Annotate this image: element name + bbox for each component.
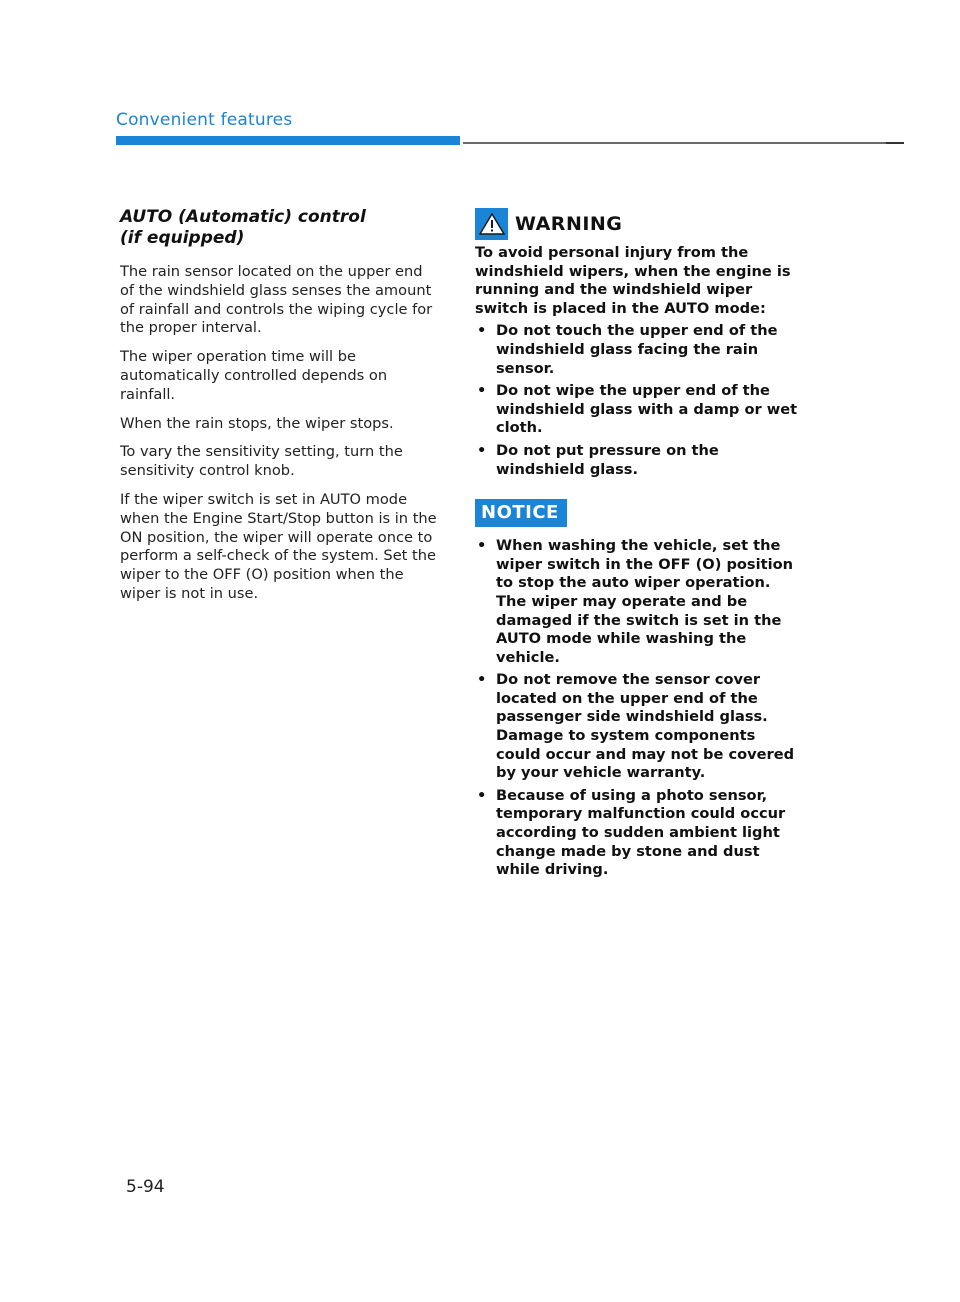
chapter-title: Convenient features bbox=[116, 110, 293, 130]
body-paragraph: To vary the sensitivity setting, turn the sensitivity control knob. bbox=[120, 443, 403, 480]
body-paragraph: If the wiper switch is set in AUTO mode when the Engine Start/Stop button is in the ON position, the wiper will operate once to perform a self-check of the system. Set the wiper to the OFF (O) position when the wiper is not in use. bbox=[120, 490, 437, 602]
warning-intro: To avoid personal injury from the windshield wipers, when the engine is running and the windshield wiper switch is placed in the AUTO mode: bbox=[475, 244, 791, 317]
right-column bbox=[475, 208, 800, 884]
list-item: • Do not wipe the upper end of the windshield glass with a damp or wet cloth. bbox=[475, 382, 800, 438]
section-heading-line1: AUTO (Automatic) control bbox=[120, 207, 366, 227]
list-item: • Because of using a photo sensor, temporary malfunction could occur according to sudden ambient light change made by stone and dust while driving. bbox=[475, 787, 800, 880]
notice-list bbox=[475, 537, 800, 880]
body-paragraph: The rain sensor located on the upper end of the windshield glass senses the amount of rainfall and controls the wiping cycle for the proper interval. bbox=[120, 263, 433, 337]
section-heading bbox=[120, 207, 438, 249]
header-rule bbox=[463, 142, 904, 144]
list-item: • Do not put pressure on the windshield glass. bbox=[475, 442, 800, 479]
body-paragraph: The wiper operation time will be automatically controlled depends on rainfall. bbox=[120, 348, 388, 403]
warning-label: WARNING bbox=[515, 213, 623, 235]
list-item: • When washing the vehicle, set the wiper switch in the OFF (O) position to stop the auto wiper operation. The wiper may operate and be damaged if the switch is set in the AUTO mode while washing the vehicle. bbox=[475, 537, 800, 667]
section-heading-line2: (if equipped) bbox=[120, 228, 245, 248]
body-paragraph: When the rain stops, the wiper stops. bbox=[120, 414, 394, 432]
list-item: • Do not remove the sensor cover located on the upper end of the passenger side windshield glass. Damage to system components could occur and may not be covered by your vehicle warranty. bbox=[475, 671, 800, 783]
notice-label: NOTICE bbox=[475, 499, 567, 527]
list-item: • Do not touch the upper end of the windshield glass facing the rain sensor. bbox=[475, 322, 800, 378]
left-column bbox=[120, 207, 438, 614]
header-rule-end bbox=[886, 142, 904, 144]
header-accent-bar bbox=[116, 136, 460, 145]
warning-header bbox=[475, 208, 800, 240]
warning-list bbox=[475, 322, 800, 479]
page-number: 5-94 bbox=[126, 1177, 165, 1197]
warning-triangle-icon bbox=[475, 208, 508, 240]
